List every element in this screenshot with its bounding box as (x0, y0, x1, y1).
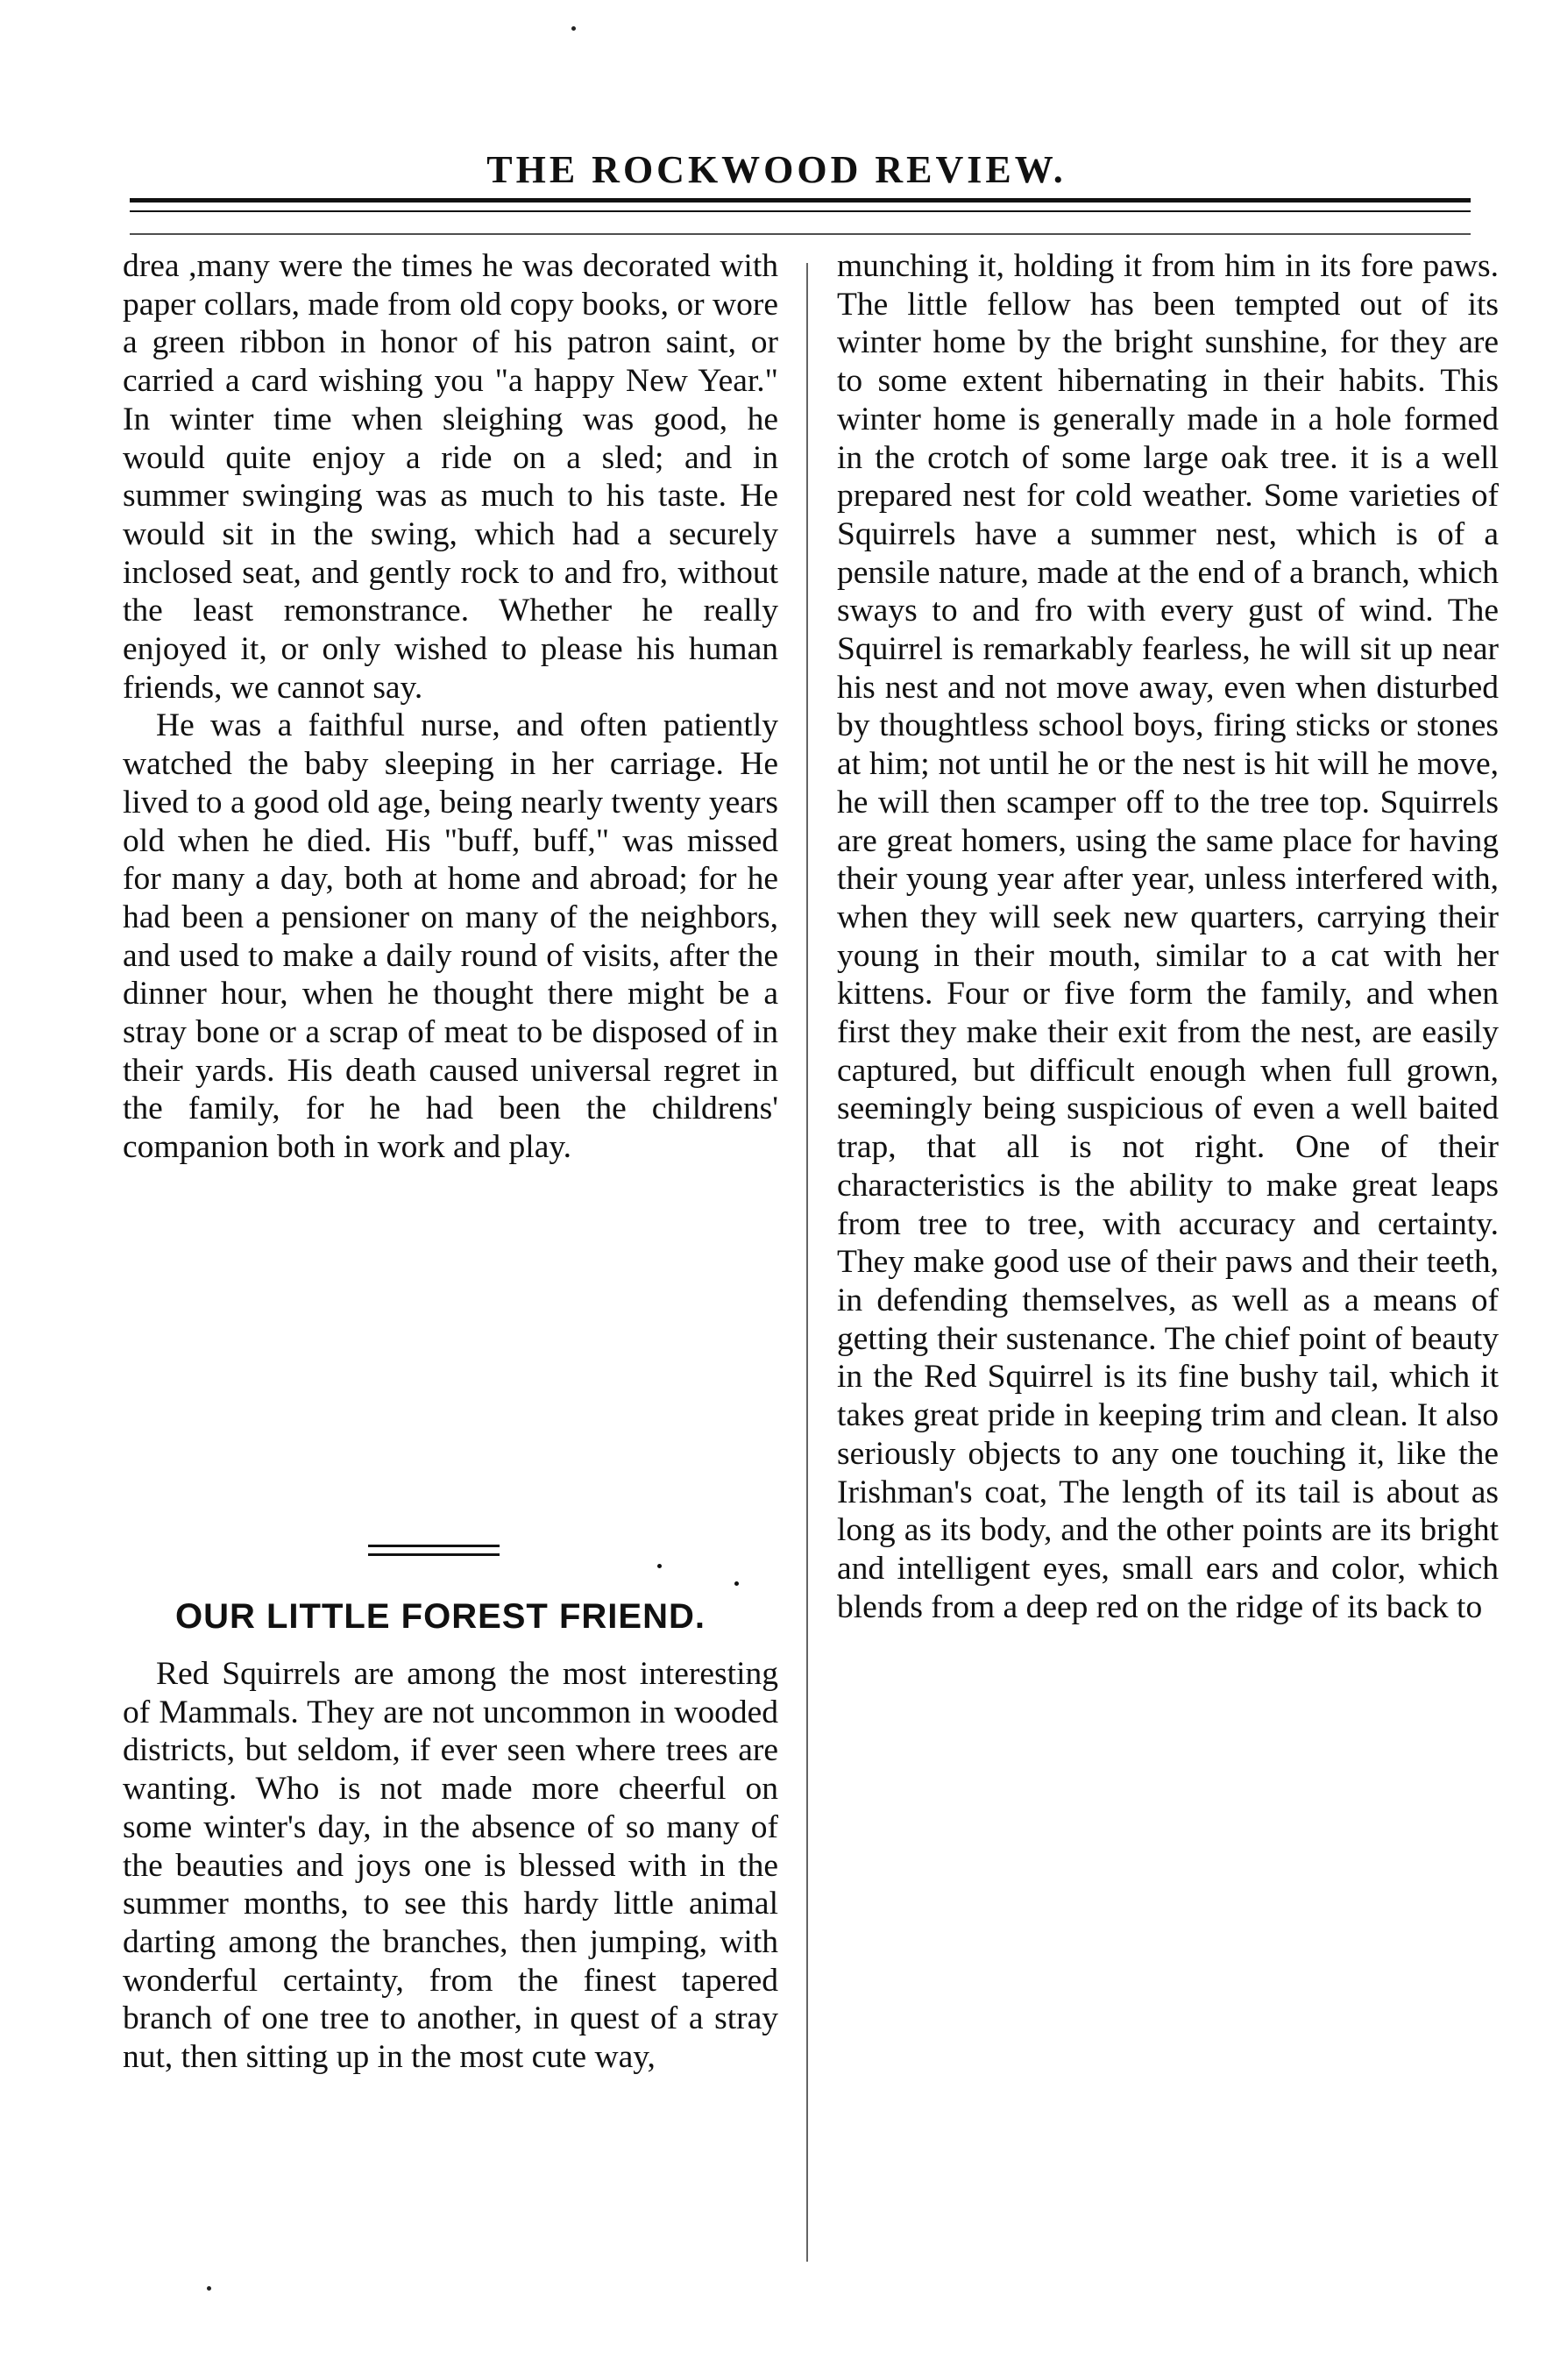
header-rule-thin (130, 210, 1471, 212)
left-paragraph-1: drea ,many were the times he was decorated with paper collars, made from old copy books, or wore a green ribbon in honor of his patron saint, or carried a card wishing you "a happy New Year." In winter time when sleighing was good, he would quite enjoy a ride on a sled; and in summer swinging was as much to his taste. He would sit in the swing, which had a securely inclosed seat, and gently rock to and fro, without the least remonstrance. Whether he really enjoyed it, or only wished to please his human friends, we cannot say. (123, 248, 778, 706)
left-paragraph-2: He was a faithful nurse, and often patiently watched the baby sleeping in her carriage. He lived to a good old age, being nearly twenty years old when he died. His "buff, buff," was missed for many a day, both at home and abroad; for he had been a pensioner on many of the neighbors, and used to make a daily round of visits, after the dinner hour, when he thought there might be a stray bone or a scrap of meat to be disposed of in their yards. His death caused universal regret in the family, for he had been the childrens' companion both in work and play. (123, 707, 778, 1166)
ink-speck (207, 2286, 211, 2291)
section-paragraph-1: Red Squirrels are among the most interesting of Mammals. They are not uncommon in wooded districts, but seldom, if ever seen where trees are wanting. Who is not made more cheerful on some winter's day, in the absence of so many of the beauties and joys one is blessed with in the summer months, to see this hardy little animal darting among the branches, then jumping, with wonderful certainty, from the finest tapered branch of one tree to another, in quest of a stray nut, then sitting up in the most cute way, (123, 1656, 778, 2076)
section-separator-rule (368, 1553, 500, 1556)
section-dot (734, 1581, 739, 1586)
section-title: OUR LITTLE FOREST FRIEND. (175, 1597, 706, 1636)
section-separator-rule (368, 1545, 500, 1547)
column-top-rule (130, 233, 1471, 235)
column-divider (806, 263, 808, 2262)
right-paragraph-1: munching it, holding it from him in its fore paws. The little fellow has been tempted out of its winter home by the bright sunshine, for they are to some extent hibernating in their habits. This winter home is generally made in a hole formed in the crotch of some large oak tree. it is a well prepared nest for cold weather. Some varieties of Squirrels have a summer nest, which is of a pensile nature, made at the end of a branch, which sways to and fro with every gust of wind. The Squirrel is remarkably fearless, he will sit up near his nest and not move away, even when disturbed by thoughtless school boys, firing sticks or stones at him; not until he or the nest is hit will he move, he will then scamper off to the tree top. Squirrels are great homers, using the same place for having their young year after year, unless interfered with, when they will seek new quarters, carrying their young in their mouth, similar to a cat with her kittens. Four or five form the family, and when first they make their exit from the nest, are easily captured, but difficult enough when full grown, seemingly being suspicious of even a well baited trap, that all is not right. One of their characteristics is the ability to make great leaps from tree to tree, with accuracy and certainty. They make good use of their paws and their teeth, in defending themselves, as well as a means of getting their sustenance. The chief point of beauty in the Red Squirrel is its fine bushy tail, which it takes great pride in keeping trim and clean. It also seriously objects to any one touching it, like the Irishman's coat, The length of its tail is about as long as its body, and the other points are its bright and intelligent eyes, small ears and color, which blends from a deep red on the ridge of its back to (837, 248, 1499, 1625)
ink-speck (571, 26, 576, 31)
section-body (123, 1655, 778, 2077)
right-column (837, 247, 1499, 1626)
header-rule-thick (130, 198, 1471, 202)
running-title: THE ROCKWOOD REVIEW. (486, 148, 1067, 191)
left-column (123, 247, 778, 1167)
section-dot (657, 1564, 662, 1568)
